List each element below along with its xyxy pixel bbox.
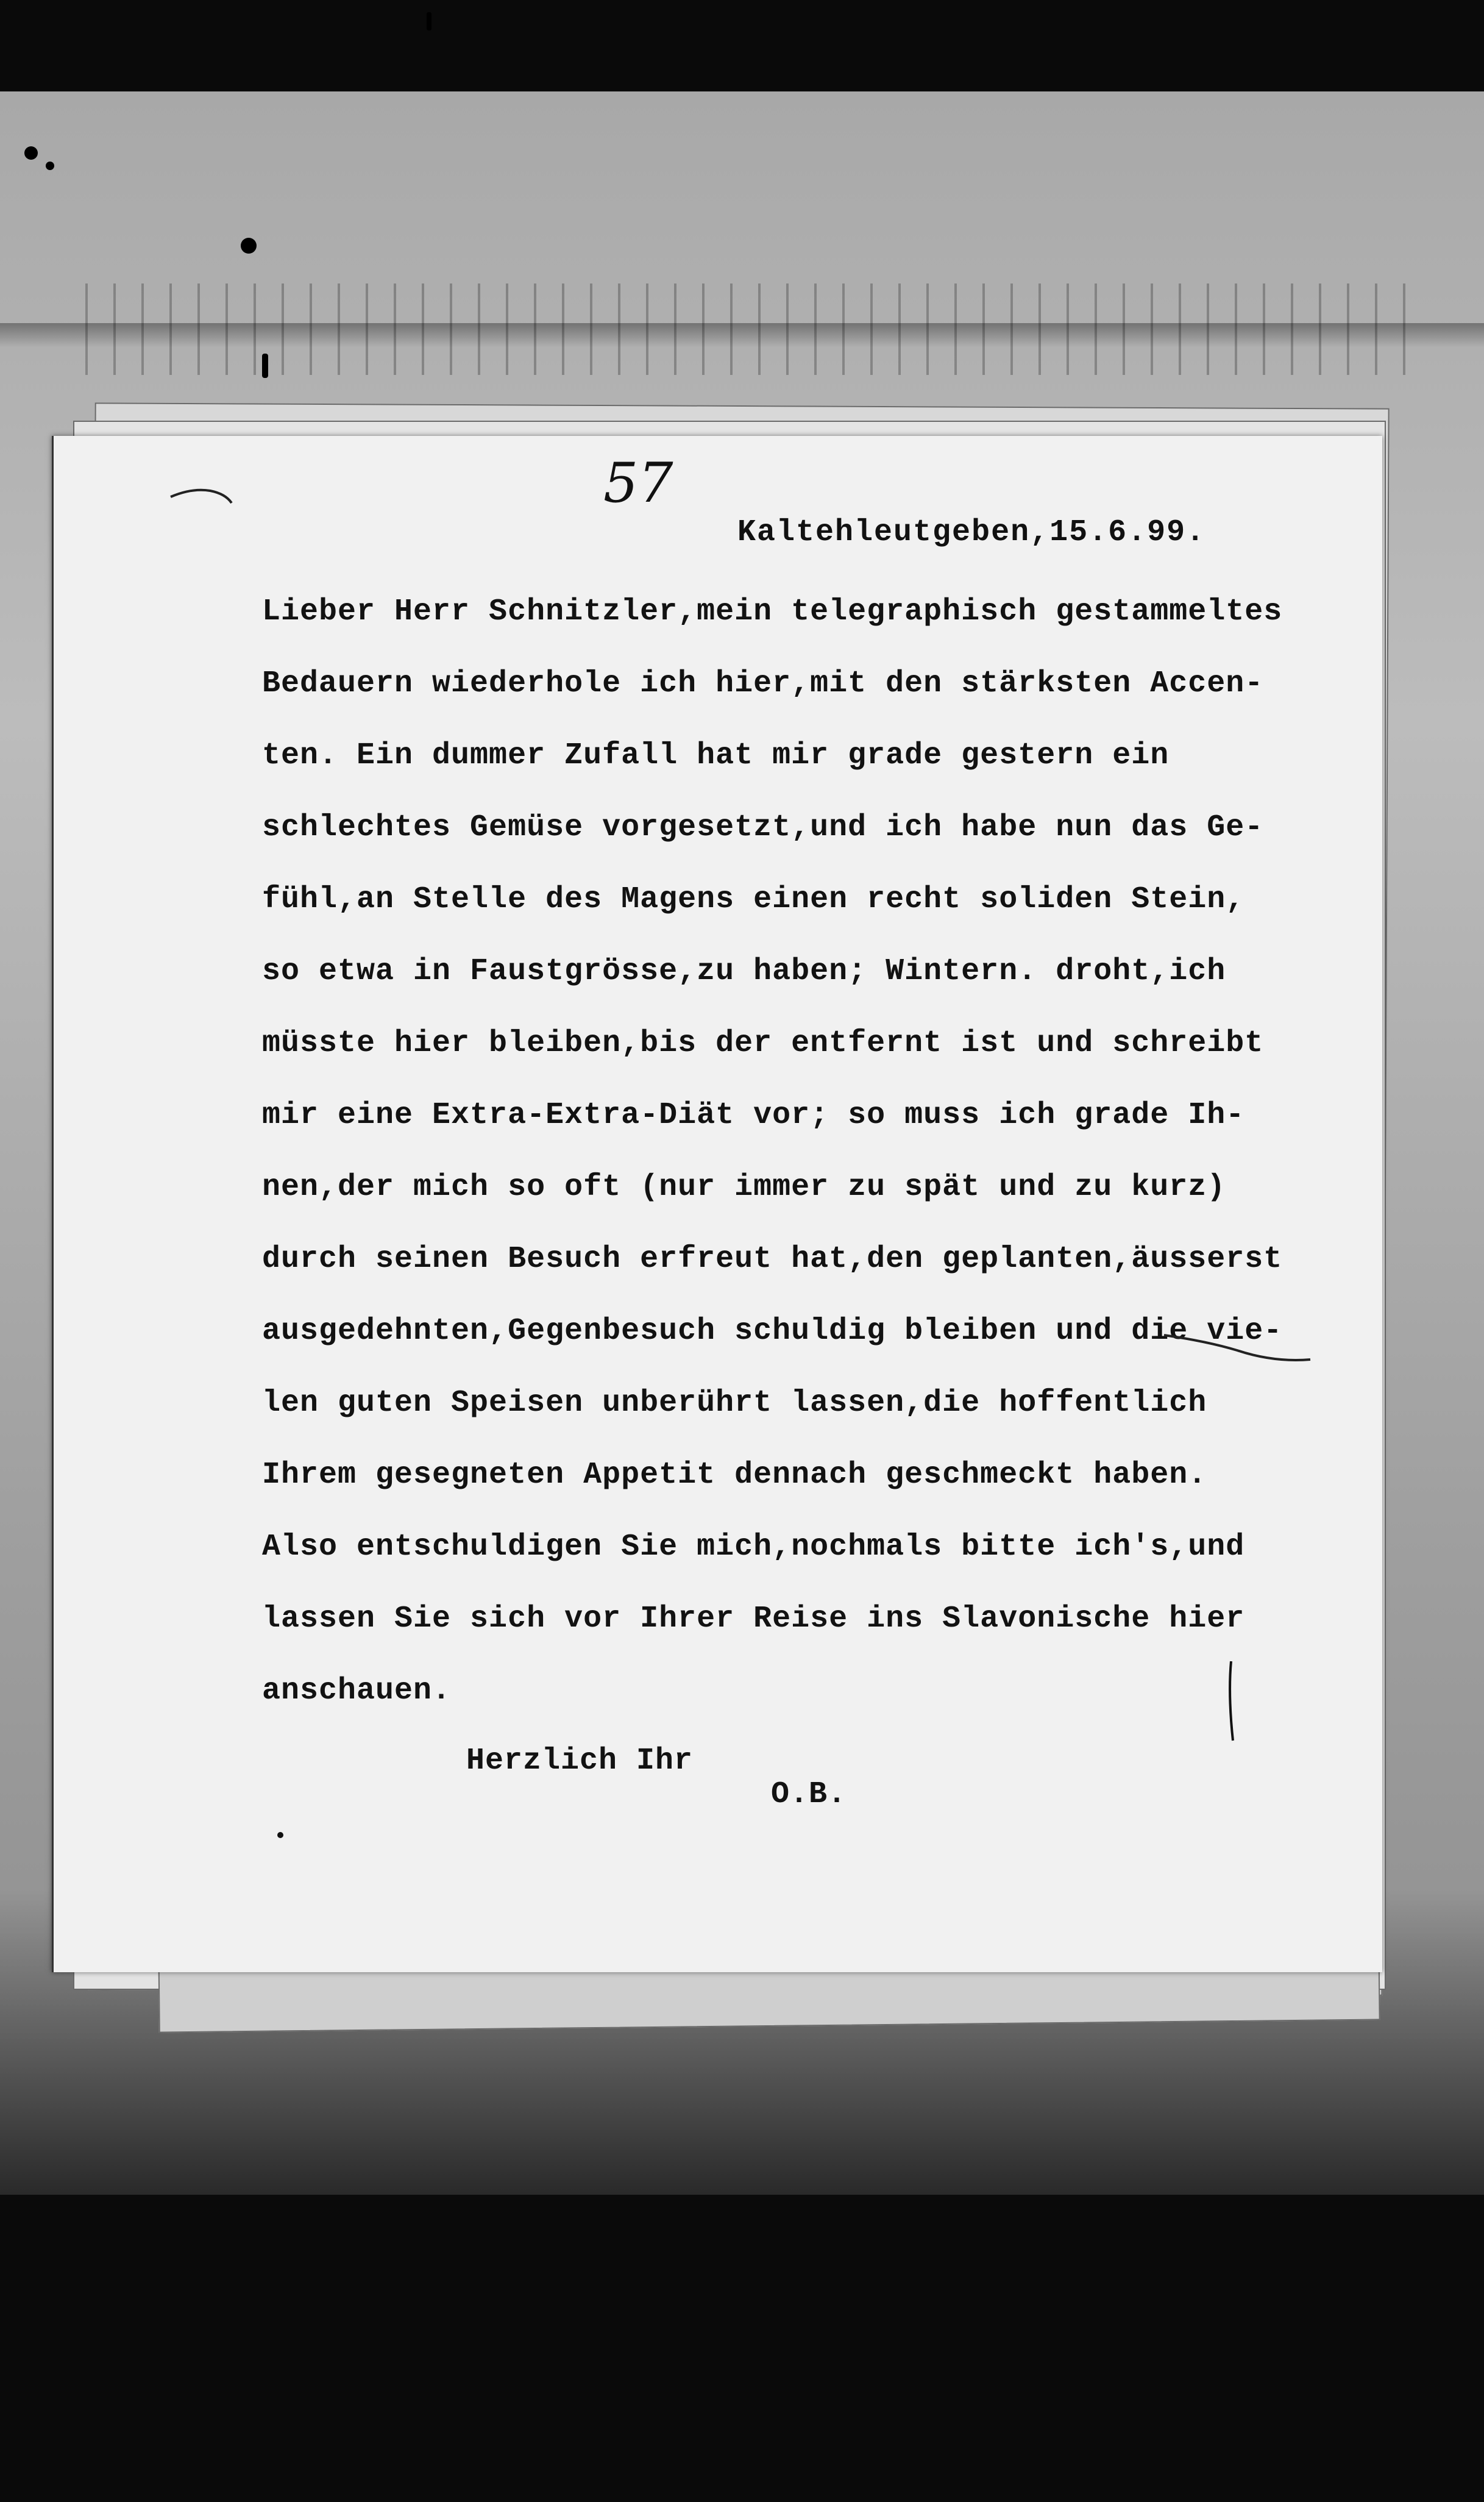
body-line: schlechtes Gemüse vorgesetzt,und ich habe nun das Ge- <box>262 810 1264 845</box>
body-line: len guten Speisen unberührt lassen,die hoffentlich <box>262 1386 1207 1420</box>
ink-bleed-marks <box>85 283 1426 375</box>
signature: O.B. <box>771 1777 847 1812</box>
margin-pen-stroke <box>1222 1658 1240 1744</box>
page-number: 57 <box>603 451 673 515</box>
closing: Herzlich Ihr <box>466 1744 694 1778</box>
body-line: anschauen. <box>262 1673 452 1708</box>
body-line: Ihrem gesegneten Appetit dennach geschmeckt haben. <box>262 1458 1207 1492</box>
body-line: ausgedehnten,Gegenbesuch schuldig bleiben und die vie- <box>262 1314 1283 1349</box>
body-line: müsste hier bleiben,bis der entfernt ist und schreibt <box>262 1026 1264 1061</box>
letter-body <box>262 576 1329 1727</box>
body-line: so etwa in Faustgrösse,zu haben; Wintern. droht,ich <box>262 954 1226 989</box>
body-line: Bedauern wiederhole ich hier,mit den stärksten Accen- <box>262 666 1264 701</box>
body-line: mir eine Extra-Extra-Diät vor; so muss ich grade Ih- <box>262 1098 1245 1133</box>
body-line: nen,der mich so oft (nur immer zu spät und zu kurz) <box>262 1170 1226 1205</box>
body-line: lassen Sie sich vor Ihrer Reise ins Slavonische hier <box>262 1602 1245 1636</box>
pen-dot <box>274 1829 286 1841</box>
body-line: Also entschuldigen Sie mich,nochmals bitte ich's,und <box>262 1530 1245 1564</box>
handwritten-edit-mark <box>1158 1323 1316 1372</box>
dateline: Kaltehleutgeben,15.6.99. <box>737 515 1206 550</box>
body-line: durch seinen Besuch erfreut hat,den geplanten,äusserst <box>262 1242 1283 1277</box>
body-line: fühl,an Stelle des Magens einen recht soliden Stein, <box>262 882 1245 917</box>
body-line: ten. Ein dummer Zufall hat mir grade gestern ein <box>262 738 1170 773</box>
pencil-mark <box>168 485 235 509</box>
body-line: Lieber Herr Schnitzler,mein telegraphisch gestammeltes <box>262 594 1283 629</box>
